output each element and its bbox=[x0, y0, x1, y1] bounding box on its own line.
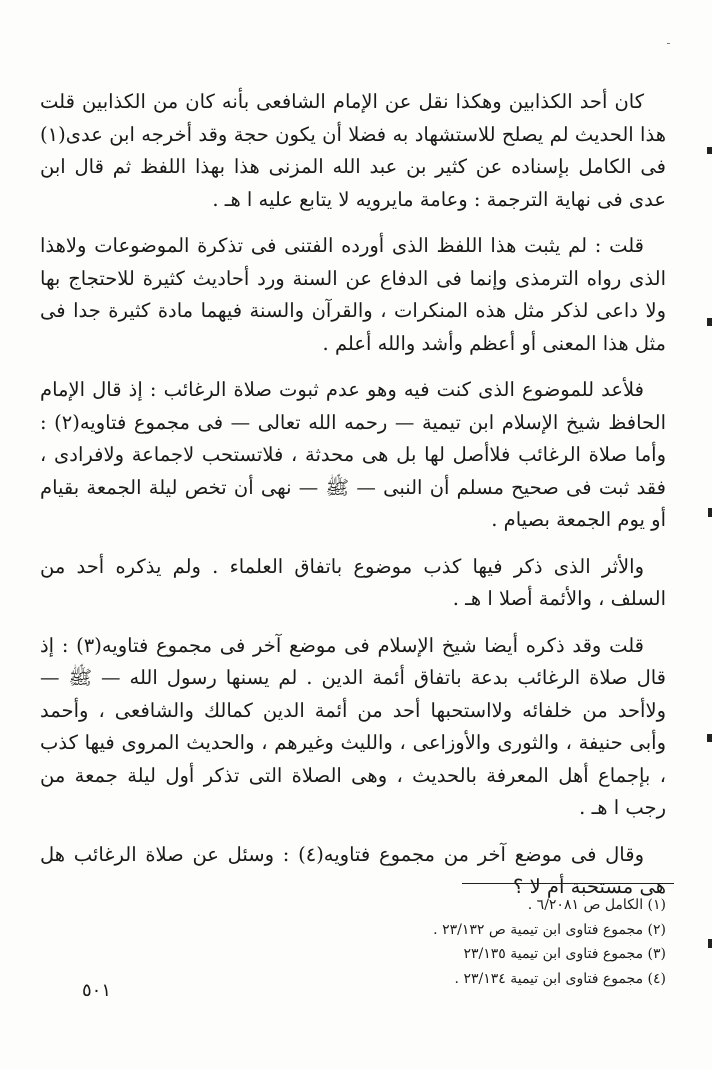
footnote-4: (٤) مجموع فتاوى ابن تيمية ٢٣/١٣٤ . bbox=[454, 970, 666, 987]
footnote-separator bbox=[462, 883, 674, 884]
scan-edge-mark bbox=[707, 318, 712, 326]
page-number: ٥٠١ bbox=[82, 980, 112, 1001]
scan-tick-mark bbox=[667, 43, 670, 44]
page-body bbox=[40, 86, 666, 918]
footnote-3: (٣) مجموع فتاوى ابن تيمية ٢٣/١٣٥ bbox=[463, 946, 666, 962]
scan-edge-mark bbox=[707, 734, 712, 742]
footnote-2: (٢) مجموع فتاوى ابن تيمية ص ٢٣/١٣٢ . bbox=[433, 921, 666, 938]
footnote-1: (١) الكامل ص ٦/٢٠٨١ . bbox=[527, 897, 666, 913]
paragraph-3: فلأعد للموضوع الذى كنت فيه وهو عدم ثبوت صلاة الرغائب : إذ قال الإمام الحافظ شيخ الإسلام ابن تيمية — رحمه الله تعالى — فى مجموع فتاويه(٢) : وأما صلاة الرغائب فلاأصل لها بل هى محدثة ، فلاتستحب لاجماعة ولافرادى ، فقد ثبت فى صحيح مسلم أن النبى — ﷺ — نهى أن تخص ليلة الجمعة بقيام أو يوم الجمعة بصيام . bbox=[40, 378, 666, 531]
paragraph-4: والأثر الذى ذكر فيها كذب موضوع باتفاق العلماء . ولم يذكره أحد من السلف ، والأئمة أصلا ا هـ . bbox=[40, 554, 666, 610]
scan-edge-mark bbox=[707, 147, 712, 154]
footnotes bbox=[266, 893, 666, 991]
scan-edge-mark bbox=[708, 508, 712, 517]
paragraph-1: كان أحد الكذابين وهكذا نقل عن الإمام الشافعى بأنه كان من الكذابين قلت هذا الحديث لم يصلح للاستشهاد به فضلا أن يكون حجة وقد أخرجه ابن عدى(١) فى الكامل بإسناده عن كثير بن عبد الله المزنى هذا بهذا اللفظ ثم قال ابن عدى فى نهاية الترجمة : وعامة مايرويه لا يتابع عليه ا هـ . bbox=[40, 90, 666, 211]
paragraph-2: قلت : لم يثبت هذا اللفظ الذى أورده الفتنى فى تذكرة الموضوعات ولاهذا الذى رواه الترمذى وإنما فى الدفاع عن السنة ورد أحاديث كثيرة للاحتجاج بها ولا داعى لذكر مثل هذه المنكرات ، والقرآن والسنة فيهما مادة كثيرة جدا فى مثل هذا المعنى أو أعظم وأشد والله أعلم . bbox=[40, 234, 666, 355]
scan-edge-mark bbox=[708, 939, 712, 948]
paragraph-5: قلت وقد ذكره أيضا شيخ الإسلام فى موضع آخر فى مجموع فتاويه(٣) : إذ قال صلاة الرغائب بدعة باتفاق أئمة الدين . لم يسنها رسول الله — ﷺ — ولاأحد من خلفائه ولااستحبها أحد من أئمة الدين كمالك والشافعى ، وأحمد وأبى حنيفة ، والثورى والأوزاعى ، والليث وغيرهم ، والحديث المروى فيها كذب ، بإجماع أهل المعرفة بالحديث ، وهى الصلاة التى تذكر أول ليلة جمعة من رجب ا هـ . bbox=[40, 633, 666, 819]
paragraph-6: وقال فى موضع آخر من مجموع فتاويه(٤) : وسئل عن صلاة الرغائب هل هى مستحبة أم لا ؟ bbox=[40, 842, 666, 898]
